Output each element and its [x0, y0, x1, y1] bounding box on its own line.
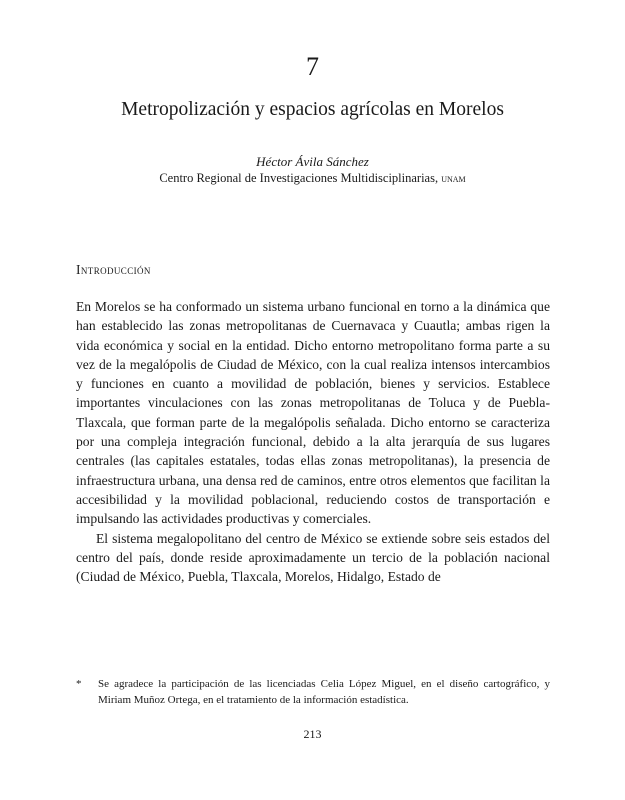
chapter-title: Metropolización y espacios agrícolas en Morelos [121, 99, 504, 120]
section-heading: Introducción [76, 262, 151, 277]
footnote [76, 676, 550, 708]
affiliation-text: Centro Regional de Investigaciones Multidisciplinarias, [159, 171, 439, 185]
affiliation-abbrev: unam [441, 173, 466, 185]
chapter-number: 7 [306, 52, 319, 81]
author-name: Héctor Ávila Sánchez [256, 154, 369, 169]
paragraph-2: El sistema megalopolitano del centro de México se extiende sobre seis estados del centro del país, donde reside aproximadamente un tercio de la población nacional (Ciudad de México, Puebla, Tlaxcala, Morelos, Hidalgo, Estado de [76, 530, 550, 585]
body-text [76, 297, 550, 586]
author-affiliation [0, 170, 625, 188]
footnote-text: Se agradece la participación de las licenciadas Celia López Miguel, en el diseño cartográfico, y Miriam Muñoz Ortega, en el tratamiento de la información estadística. [98, 678, 550, 706]
footnote-marker: * [76, 678, 82, 690]
paragraph-1: En Morelos se ha conformado un sistema urbano funcional en torno a la dinámica que han establecido las zonas metropolitanas de Cuernavaca y Cuautla; ambas rigen la vida económica y social en la entidad. Dicho entorno metropolitano forma parte a su vez de la megalópolis de Ciudad de México, con la cual realiza intensos intercambios y funciones en cuanto a movilidad de población, bienes y servicios. Establece importantes vinculaciones con las zonas metropolitanas de Toluca y de Puebla-Tlaxcala, que forman parte de la megalópolis señalada. Dicho entorno se caracteriza por una compleja integración funcional, debido a la alta jerarquía de sus lugares centrales (las capitales estatales, todas ellas zonas metropolitanas), la presencia de infraestructura urbana, una densa red de caminos, entre otros elementos que facilitan la accesibilidad y la movilidad poblacional, reduciendo costos de transportación e impulsando las actividades productivas y comerciales. [76, 299, 550, 527]
page-number: 213 [303, 727, 322, 741]
